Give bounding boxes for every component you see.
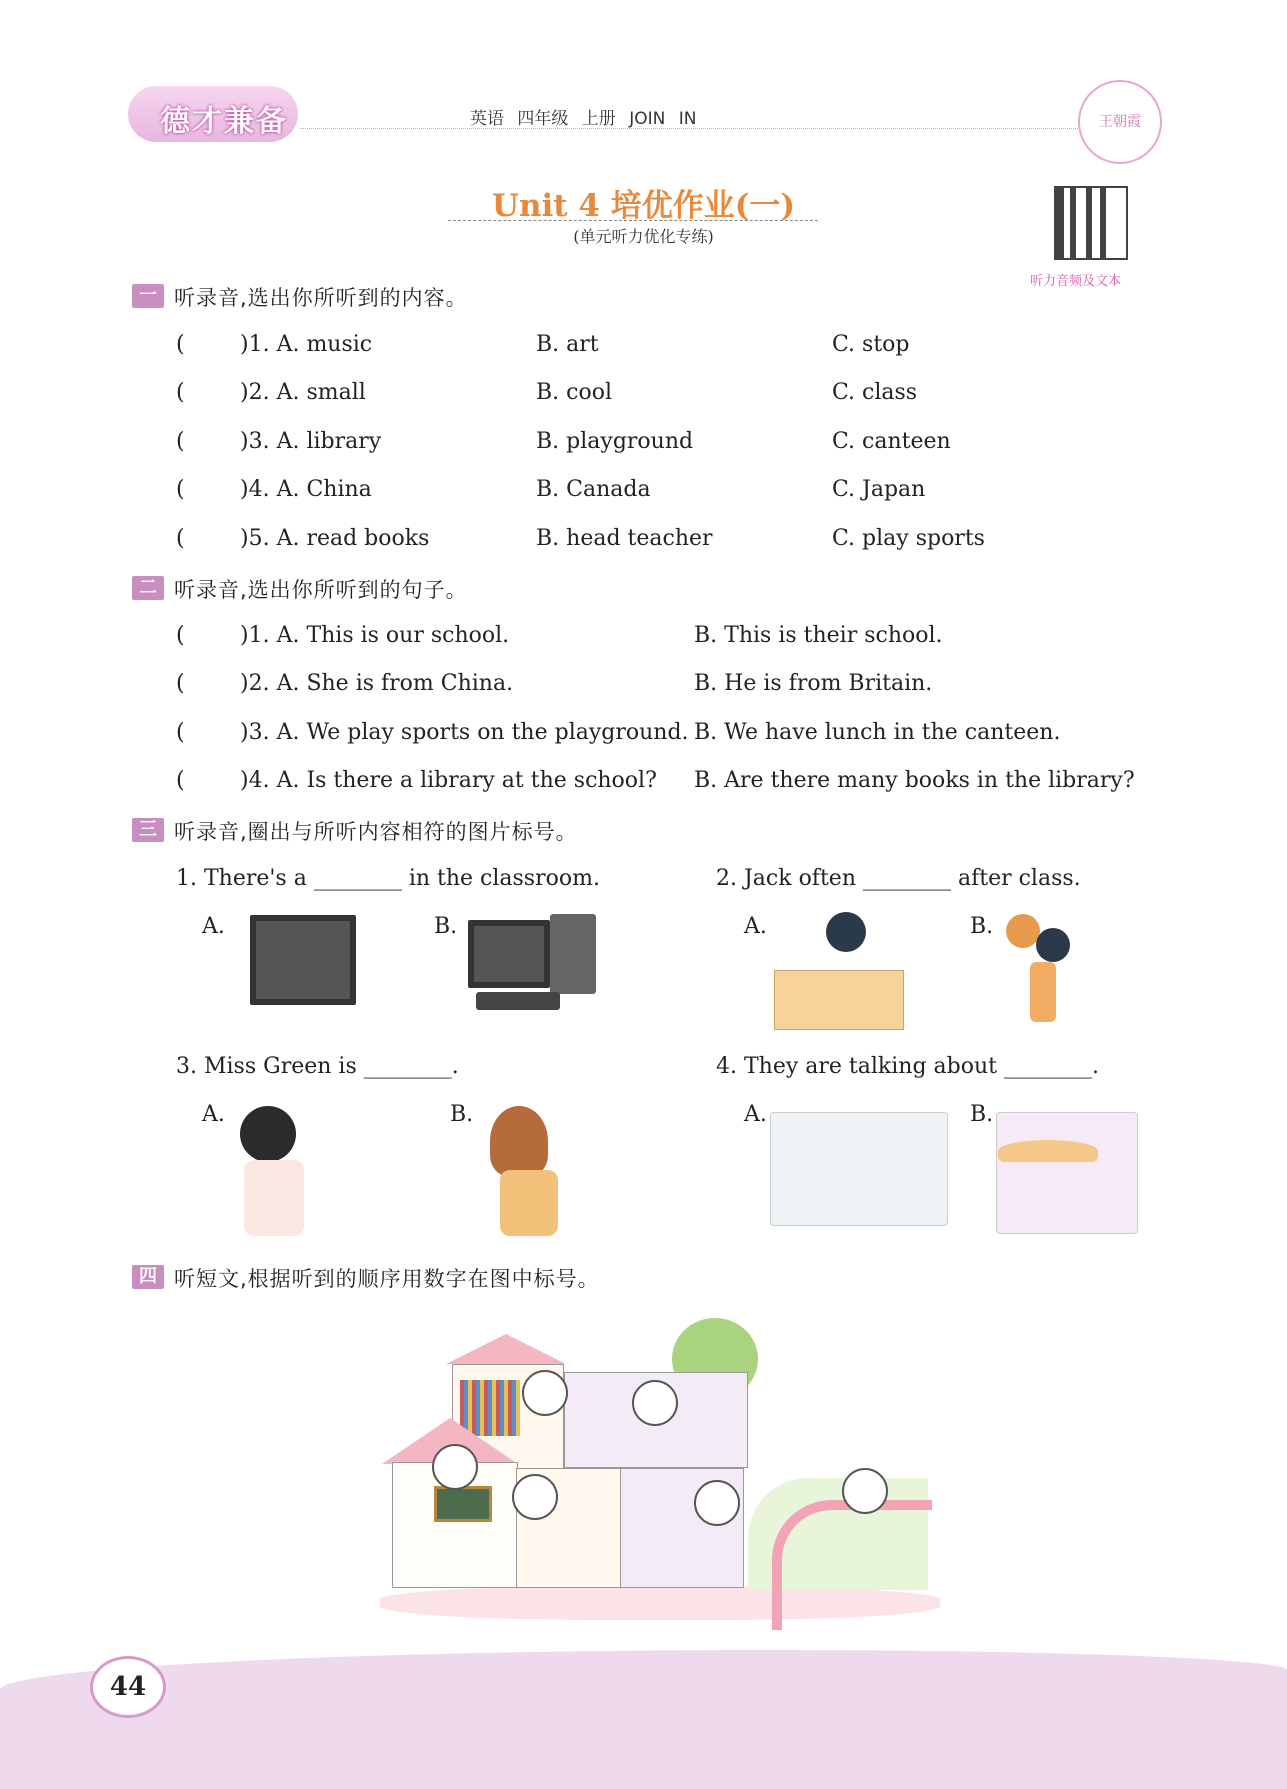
question-3-2: 2. Jack often ________ after class. bbox=[716, 866, 1081, 891]
answer-blank[interactable]: ( bbox=[176, 768, 185, 793]
option-b: B. playground bbox=[536, 429, 694, 454]
label-circle-library[interactable] bbox=[522, 1370, 568, 1416]
option-a-label[interactable]: A. bbox=[202, 914, 225, 939]
option-b-label[interactable]: B. bbox=[450, 1102, 474, 1127]
answer-blank[interactable]: ( bbox=[176, 380, 185, 405]
tv-picture bbox=[250, 915, 356, 1005]
option-a-label[interactable]: A. bbox=[202, 1102, 225, 1127]
answer-blank[interactable]: ( bbox=[176, 623, 185, 648]
brand-logo-text: 德才兼备 bbox=[160, 104, 288, 139]
answer-blank[interactable]: ( bbox=[176, 332, 185, 357]
title-underline bbox=[448, 220, 818, 221]
boy-reading-picture bbox=[774, 970, 904, 1030]
computer-picture bbox=[468, 920, 550, 988]
question-1-4: )4. A. China bbox=[240, 477, 372, 502]
footer-wave bbox=[0, 1650, 1287, 1789]
answer-blank[interactable]: ( bbox=[176, 429, 185, 454]
option-b-label[interactable]: B. bbox=[434, 914, 458, 939]
option-b: B. He is from Britain. bbox=[694, 671, 933, 696]
option-b: B. We have lunch in the canteen. bbox=[694, 720, 1061, 745]
question-1-2: )2. A. small bbox=[240, 380, 366, 405]
section-2-title: 听录音,选出你所听到的句子。 bbox=[174, 578, 468, 602]
question-1-5: )5. A. read books bbox=[240, 526, 430, 551]
option-b: B. head teacher bbox=[536, 526, 713, 551]
bookshelf-picture bbox=[460, 1380, 520, 1436]
option-a-label[interactable]: A. bbox=[744, 914, 767, 939]
brand-seal-logo: 王朝霞 bbox=[1078, 80, 1162, 164]
boy-body-picture bbox=[1030, 962, 1056, 1022]
option-b: B. Canada bbox=[536, 477, 651, 502]
teacher-body-picture bbox=[500, 1170, 558, 1236]
section-3-title: 听录音,圈出与所听内容相符的图片标号。 bbox=[174, 820, 578, 844]
option-c: C. canteen bbox=[832, 429, 951, 454]
option-c: C. Japan bbox=[832, 477, 926, 502]
question-1-1: )1. A. music bbox=[240, 332, 373, 357]
answer-blank[interactable]: ( bbox=[176, 671, 185, 696]
option-c: C. stop bbox=[832, 332, 910, 357]
umbrella-picture bbox=[998, 1140, 1098, 1162]
option-b-label[interactable]: B. bbox=[970, 914, 994, 939]
qr-caption: 听力音频及文本 bbox=[1030, 274, 1122, 289]
option-b-label[interactable]: B. bbox=[970, 1102, 994, 1127]
question-3-4: 4. They are talking about ________. bbox=[716, 1054, 1099, 1079]
question-2-1: )1. A. This is our school. bbox=[240, 623, 510, 648]
qr-code-icon[interactable] bbox=[1054, 186, 1128, 260]
boy-playing-picture bbox=[1036, 928, 1070, 962]
option-b: B. art bbox=[536, 332, 599, 357]
header-book-info: 英语 四年级 上册 JOIN IN bbox=[470, 109, 697, 129]
answer-blank[interactable]: ( bbox=[176, 720, 185, 745]
option-c: C. class bbox=[832, 380, 918, 405]
teacher-body-picture bbox=[244, 1160, 304, 1236]
label-circle-classroom[interactable] bbox=[432, 1444, 478, 1490]
teacher-short-hair-picture bbox=[240, 1106, 296, 1162]
section-1-title: 听录音,选出你所听到的内容。 bbox=[174, 286, 468, 310]
computer-tower-picture bbox=[550, 914, 596, 994]
keyboard-picture bbox=[476, 992, 560, 1010]
page-subtitle: (单元听力优化专练) bbox=[573, 227, 714, 246]
option-a-label[interactable]: A. bbox=[744, 1102, 767, 1127]
running-track bbox=[772, 1500, 932, 1630]
question-3-1: 1. There's a ________ in the classroom. bbox=[176, 866, 600, 891]
option-c: C. play sports bbox=[832, 526, 985, 551]
label-circle-computer-room[interactable] bbox=[512, 1474, 558, 1520]
question-3-3: 3. Miss Green is ________. bbox=[176, 1054, 459, 1079]
section-4-title: 听短文,根据听到的顺序用数字在图中标号。 bbox=[174, 1267, 600, 1291]
question-1-3: )3. A. library bbox=[240, 429, 382, 454]
section-2-badge: 二 bbox=[132, 576, 164, 600]
question-2-3: )3. A. We play sports on the playground. bbox=[240, 720, 689, 745]
page-number: 44 bbox=[90, 1656, 166, 1718]
answer-blank[interactable]: ( bbox=[176, 477, 185, 502]
canteen-picture bbox=[996, 1112, 1138, 1234]
option-b: B. This is their school. bbox=[694, 623, 943, 648]
option-b: B. cool bbox=[536, 380, 613, 405]
label-circle-playground[interactable] bbox=[842, 1468, 888, 1514]
label-circle-canteen[interactable] bbox=[632, 1380, 678, 1426]
question-2-4: )4. A. Is there a library at the school? bbox=[240, 768, 657, 793]
boy-head-picture bbox=[826, 912, 866, 952]
label-circle-gym[interactable] bbox=[694, 1480, 740, 1526]
classroom-picture bbox=[770, 1112, 948, 1226]
teacher-long-hair-picture bbox=[490, 1106, 548, 1176]
option-b: B. Are there many books in the library? bbox=[694, 768, 1135, 793]
basketball-picture bbox=[1006, 914, 1040, 948]
page-title: Unit 4 培优作业(一) bbox=[491, 188, 796, 224]
section-3-badge: 三 bbox=[132, 818, 164, 842]
blackboard-picture bbox=[434, 1486, 492, 1522]
library-roof bbox=[446, 1334, 566, 1364]
section-1-badge: 一 bbox=[132, 284, 164, 308]
answer-blank[interactable]: ( bbox=[176, 526, 185, 551]
section-4-badge: 四 bbox=[132, 1265, 164, 1289]
question-2-2: )2. A. She is from China. bbox=[240, 671, 514, 696]
